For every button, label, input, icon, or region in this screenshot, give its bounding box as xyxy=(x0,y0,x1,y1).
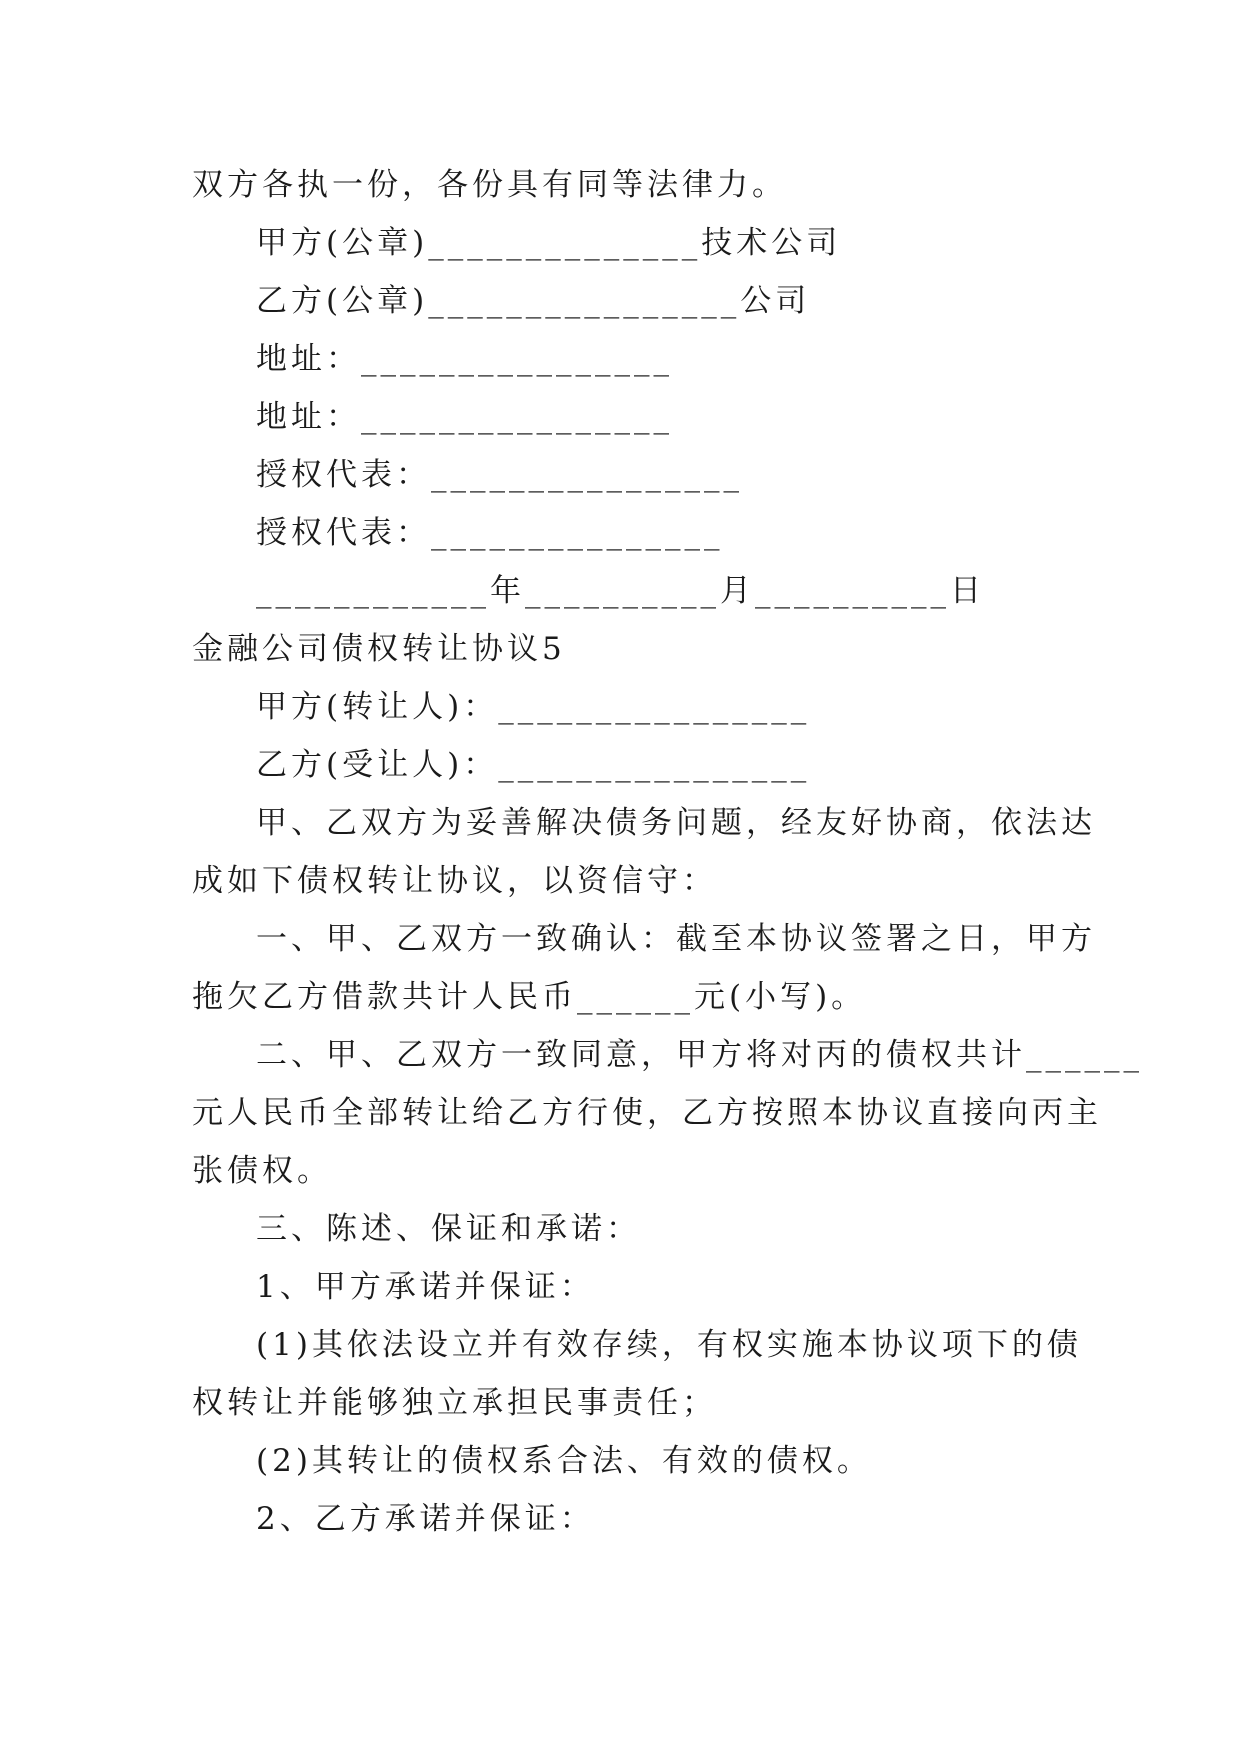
clause-heading: 三、陈述、保证和承诺： xyxy=(256,1211,641,1247)
party-a-seal-line: 甲方(公章)______________技术公司 xyxy=(256,225,842,261)
paragraph-line: 甲、乙双方为妥善解决债务问题，经友好协商，依法达 xyxy=(256,805,1096,841)
section-title: 金融公司债权转让协议5 xyxy=(192,631,566,667)
transferor-line: 甲方(转让人)：________________ xyxy=(256,689,811,725)
clause-subheading: 1、甲方承诺并保证： xyxy=(256,1269,595,1305)
text-line: 双方各执一份，各份具有同等法律力。 xyxy=(192,167,787,203)
party-b-seal-line: 乙方(公章)________________公司 xyxy=(256,283,811,319)
paragraph-line: 元人民币全部转让给乙方行使，乙方按照本协议直接向丙主 xyxy=(192,1095,1102,1131)
paragraph-line: 成如下债权转让协议，以资信守： xyxy=(192,863,717,899)
paragraph-line: 张债权。 xyxy=(192,1153,332,1189)
paragraph-line: (2)其转让的债权系合法、有效的债权。 xyxy=(256,1443,872,1479)
paragraph-line: 权转让并能够独立承担民事责任； xyxy=(192,1385,717,1421)
address-line-a: 地址：________________ xyxy=(256,341,673,377)
date-line: ____________年__________月__________日 xyxy=(256,573,985,609)
authorized-rep-line-b: 授权代表：_______________ xyxy=(256,515,724,551)
paragraph-line: 拖欠乙方借款共计人民币______元(小写)。 xyxy=(192,979,867,1015)
paragraph-line: 二、甲、乙双方一致同意，甲方将对丙的债权共计______ xyxy=(256,1037,1143,1073)
paragraph-line: 一、甲、乙双方一致确认：截至本协议签署之日，甲方 xyxy=(256,921,1096,957)
authorized-rep-line-a: 授权代表：________________ xyxy=(256,457,743,493)
clause-subheading: 2、乙方承诺并保证： xyxy=(256,1501,595,1537)
address-line-b: 地址：________________ xyxy=(256,399,673,435)
paragraph-line: (1)其依法设立并有效存续，有权实施本协议项下的债 xyxy=(256,1327,1082,1363)
transferee-line: 乙方(受让人)：________________ xyxy=(256,747,811,783)
